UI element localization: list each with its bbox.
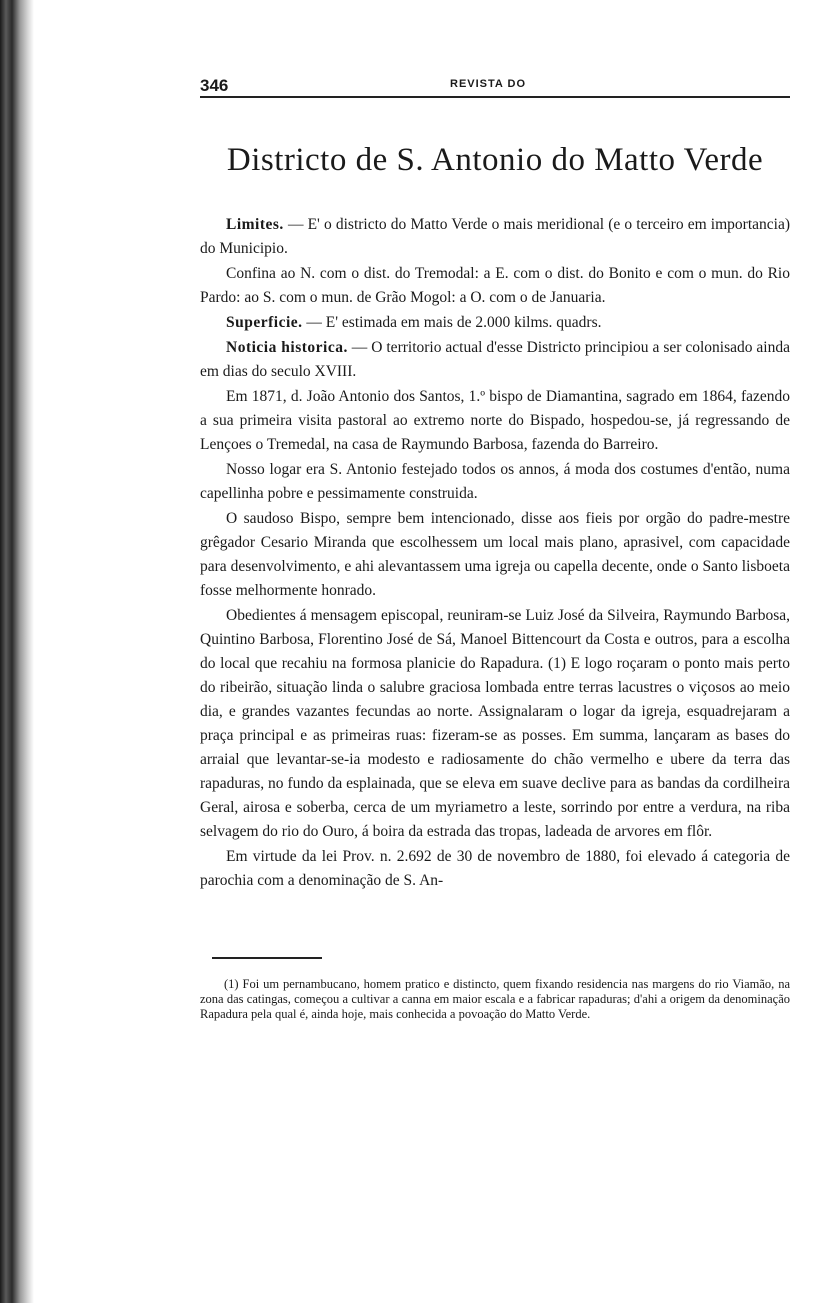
footnote-rule bbox=[212, 957, 322, 959]
page-number: 346 bbox=[200, 76, 229, 95]
paragraph-confina: Confina ao N. com o dist. do Tremodal: a E. com o dist. do Bonito e com o mun. do Rio Pardo: ao S. com o mun. de Grão Mogol: a O. com o de Januaria. bbox=[200, 265, 790, 306]
paragraph-limites bbox=[200, 213, 790, 261]
paragraph-logar: Nosso logar era S. Antonio festejado todos os annos, á moda dos costumes d'então, numa capellinha pobre e pessimamente construida. bbox=[200, 461, 790, 502]
lead-superficie: Superficie. bbox=[226, 314, 303, 331]
paragraph-bispo: O saudoso Bispo, sempre bem intencionado, disse aos fieis por orgão do padre-mestre grêgador Cesario Miranda que escolhessem um local mais plano, aprasivel, com capacidade para desenvolvimento, e ahi alevantassem uma igreja ou capella decente, onde o Santo lisboeta fosse melhormente honrado. bbox=[200, 510, 790, 599]
paragraph-noticia bbox=[200, 336, 790, 384]
book-page bbox=[200, 70, 790, 1022]
lead-noticia: Noticia historica. bbox=[226, 339, 348, 356]
paragraph-lei: Em virtude da lei Prov. n. 2.692 de 30 de novembro de 1880, foi elevado á categoria de parochia com a denominação de S. An- bbox=[200, 848, 790, 889]
paragraph-superficie bbox=[200, 311, 790, 335]
text-superficie: — E' estimada em mais de 2.000 kilms. quadrs. bbox=[302, 314, 602, 331]
lead-limites: Limites. bbox=[226, 216, 284, 233]
page-binding-edge bbox=[0, 0, 34, 1303]
paragraph-1871: Em 1871, d. João Antonio dos Santos, 1.º bispo de Diamantina, sagrado em 1864, fazendo a sua primeira visita pastoral ao extremo norte do Bispado, hospedou-se, já regressando de Lençoes o Tremedal, na casa de Raymundo Barbosa, fazenda do Barreiro. bbox=[200, 388, 790, 453]
section-title: Districto de S. Antonio do Matto Verde bbox=[226, 142, 764, 178]
running-title: REVISTA DO bbox=[450, 78, 527, 90]
footnote: (1) Foi um pernambucano, homem pratico e distincto, quem fixando residencia nas margens do rio Viamão, na zona das catingas, começou a cultivar a canna em maior escala e a fabricar rapaduras; d'ahi a origem da denominação Rapadura pela qual é, ainda hoje, mais conhecida a povoação do Matto Verde. bbox=[200, 977, 790, 1021]
running-header bbox=[200, 70, 790, 98]
paragraph-obedientes: Obedientes á mensagem episcopal, reuniram-se Luiz José da Silveira, Raymundo Barbosa, Quintino Barbosa, Florentino José de Sá, Manoel Bittencourt da Costa e outros, para a escolha do local que recahiu na formosa planicie do Rapadura. (1) E logo roçaram o ponto mais perto do ribeirão, situação linda o salubre graciosa lombada entre terras lacustres o viçosos ao meio dia, e grandes vazantes fecundas ao norte. Assignalaram o logar da igreja, esquadrejaram a praça principal e as primeiras ruas: fizeram-se as posses. Em summa, lançaram as bases do arraial que levantar-se-ia modesto e radiosamente do chão vermelho e ubere da terra das rapaduras, no fundo da esplainada, que se eleva em suave declive para as bandas da cordilheira Geral, airosa e soberba, cerca de um myriametro a leste, sorrindo por entre a verdura, na riba selvagem do rio do Ouro, á boira da estrada das tropas, ladeada de arvores em flôr. bbox=[200, 607, 790, 840]
text-noticia: — O territorio actual d'esse Districto principiou a ser colonisado ainda em dias do seculo XVIII. bbox=[200, 339, 790, 380]
article-body bbox=[200, 213, 790, 893]
text-limites: — E' o districto do Matto Verde o mais meridional (e o terceiro em importancia) do Municipio. bbox=[200, 216, 790, 257]
